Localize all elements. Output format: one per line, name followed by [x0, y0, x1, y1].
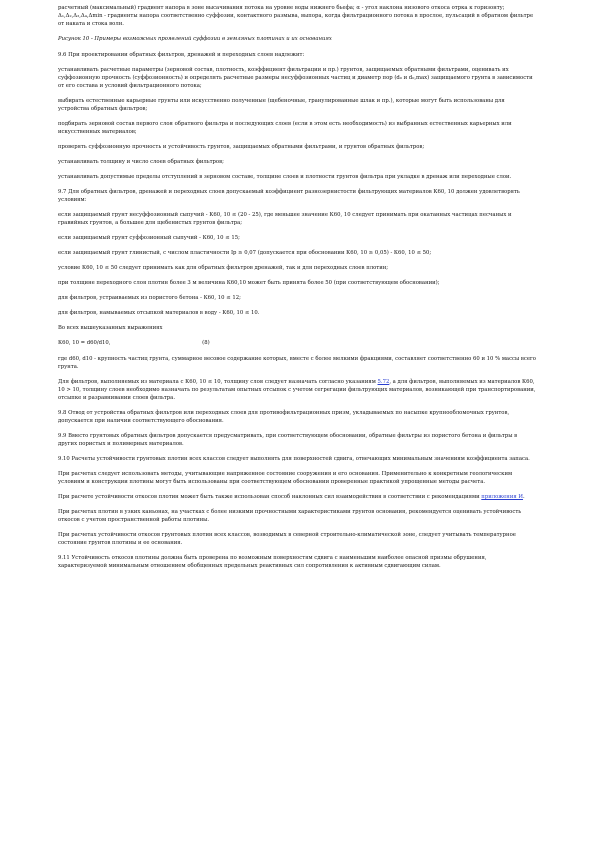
section-9-7-item: при толщине переходного слоя плотин более 3 м величина К60,10 может быть принята более 50 (при соответствующем обосновании);	[58, 280, 440, 286]
section-9-7-item: для фильтров, намываемых отсыпкой материалов в воду - К60, 10 ≤ 10.	[58, 310, 260, 316]
appendix-i-link[interactable]: приложения И	[481, 494, 524, 500]
filter-thickness-paragraph	[58, 378, 537, 402]
section-9-8: 9.8 Отвод от устройства обратных фильтров или переходных слоев для противофильтрационных призм, укладываемых по насыпке крупнообломочных грунтов, допускается при наличии соответствующего обоснования.	[58, 410, 510, 424]
text-run: , а для фильтров, выполняемых из материалов К60, 10 > 10, толщину слоев необходимо назначать по результатам опытных отсыпок с учетом сегрегации фильтрующих материалов, возникающей при транспортировании, отсыпке и разравнивании слоев фильтра.	[58, 379, 536, 401]
section-9-7-lead: 9.7 Для обратных фильтров, дренажей и переходных слоев допускаемый коэффициент разнозернистости фильтрующих материалов К60, 10 должен удовлетворять условиям:	[58, 189, 520, 203]
text-run: Для фильтров, выполняемых из материала с К60, 10 ≤ 10, толщину слоя следует назначать согласно указаниям	[58, 379, 378, 385]
formula-8	[58, 339, 537, 347]
section-9-6-item: устанавливать расчетные параметры (зерновой состав, плотность, коэффициент фильтрации и пр.) грунтов, защищаемых обратными фильтрами, оценивать их суффозионную прочность (суффозионность) и определять расчетные размеры несуффозионных частиц и диаметр пор (d₀ и d₀,max) защищаемого грунта в зависимости от его состава и условий фильтрационного потока;	[58, 67, 533, 89]
section-9-10-paragraph: При расчетах устойчивости откосов грунтовых плотин всех классов, возводимых в северной строительно-климатической зоне, следует учитывать температурное состояние грунтов плотины и ее основания.	[58, 532, 516, 546]
section-9-6-item: проверять суффозионную прочность и устойчивость грунтов, защищаемых обратными фильтрами, и грунтов обратных фильтров;	[58, 144, 425, 150]
section-9-6-item: выбирать естественные карьерные грунты или искусственно полученные (щебеночные, гранулированные шлак и пр.), которые могут быть использованы для устройства обратных фильтров;	[58, 98, 505, 112]
section-9-10-paragraph	[58, 493, 537, 501]
formula-explanation: где d60, d10 - крупность частиц грунта, суммарное весовое содержание которых, вместе с более мелкими фракциями, составляет соответственно 60 и 10 % массы всего грунта.	[58, 356, 536, 370]
section-9-7-item: условие К60, 10 ≤ 50 следует принимать как для обратных фильтров дренажей, так и для переходных слоев плотин;	[58, 265, 389, 271]
section-9-7-item: если защищаемый грунт глинистый, с числом пластичности Ip ≥ 0,07 (допускается при обосновании К60, 10 ≥ 0,05) - К60, 10 ≤ 50;	[58, 250, 432, 256]
section-9-10-lead: 9.10 Расчеты устойчивости грунтовых плотин всех классов следует выполнять для поверхностей сдвига, отвечающих минимальным значениям коэффициента запаса.	[58, 456, 530, 462]
section-9-9: 9.9 Вместо грунтовых обратных фильтров допускается предусматривать, при соответствующем обосновании, обратные фильтры из пористого бетона и фильтры в других пористых и полимерных материалов.	[58, 433, 518, 447]
section-9-6-item: устанавливать допустимые пределы отступлений в зерновом составе, толщине слоев и плотности грунтов фильтра при укладке в дренаж или переходные слои.	[58, 174, 512, 180]
section-9-6-lead: 9.6 При проектировании обратных фильтров, дренажей и переходных слоев надлежит:	[58, 52, 305, 58]
section-9-10-paragraph: При расчетах плотин в узких каньонах, на участках с более низкими прочностными характеристиками грунтов основания, рекомендуется оценивать устойчивость откосов с учетом пространственной работы плотины.	[58, 509, 522, 523]
section-9-6-item: устанавливать толщину и число слоев обратных фильтров;	[58, 159, 224, 165]
formula-expression: К60, 10 = d60/d10,	[58, 340, 111, 346]
section-9-7-item: если защищаемый грунт несуффозионный сыпучий - К60, 10 ≤ (20 - 25), где меньшее значение К60, 10 следует принимать при окатанных частицах песчаных и гравийных грунтов, а большее для щебенистых грунтов фильтра;	[58, 212, 512, 226]
section-9-11: 9.11 Устойчивость откосов плотины должна быть проверена по возможным поверхностям сдвига с наименьшим наиболее опасной призмы обрушения, характеризуемой минимальным отношением обобщенных предельных реактивных сил сопротивления к активным сдвигающим силам.	[58, 555, 487, 569]
text-run: .	[523, 494, 525, 500]
section-9-6-item: подбирать зерновой состав первого слоя обратного фильтра и последующих слоев (если в этом есть необходимость) из выбранных естественных карьерных или искусственных материалов;	[58, 121, 512, 135]
paragraph-intro: расчетный (максимальный) градиент напора в зоне высачивания потока на уровне воды нижнего бьефа; α - угол наклона низового откоса отрка к горизонту; Δ₁,Δ₂,Δ₃,Δ₄,Δmin - градиенты напора соответственно суффозии, контактного размыва, выпора, когда фильтрационного потока в прослое, пульсаций в обратном фильтре от наката и стока волн.	[58, 5, 534, 27]
section-9-10-paragraph: При расчетах следует использовать методы, учитывающие напряженное состояние сооружения и его основания. Применительно к конкретным геологическим условиям и конструкции плотины могут быть использованы при соответствующем обосновании проверенные практикой упрощенные методы расчета.	[58, 471, 513, 485]
text-run: При расчете устойчивости откосов плотин может быть также использован способ наклонных сил взаимодействия в соответствии с рекомендациями	[58, 494, 482, 500]
figure-caption: Рисунок 10 - Примеры возможных проявлений суффозии в земляных плотинах и их основаниях	[58, 36, 332, 42]
section-9-7-item: если защищаемый грунт суффозионный сыпучий - К60, 10 ≤ 15;	[58, 235, 240, 241]
formula-number: (8)	[202, 340, 210, 346]
clause-5-72-link[interactable]: 5.72	[377, 379, 390, 385]
section-9-7-item: для фильтров, устраиваемых из пористого бетона - К60, 10 ≤ 12;	[58, 295, 241, 301]
formula-intro: Во всех вышеуказанных выражениях	[58, 325, 163, 331]
